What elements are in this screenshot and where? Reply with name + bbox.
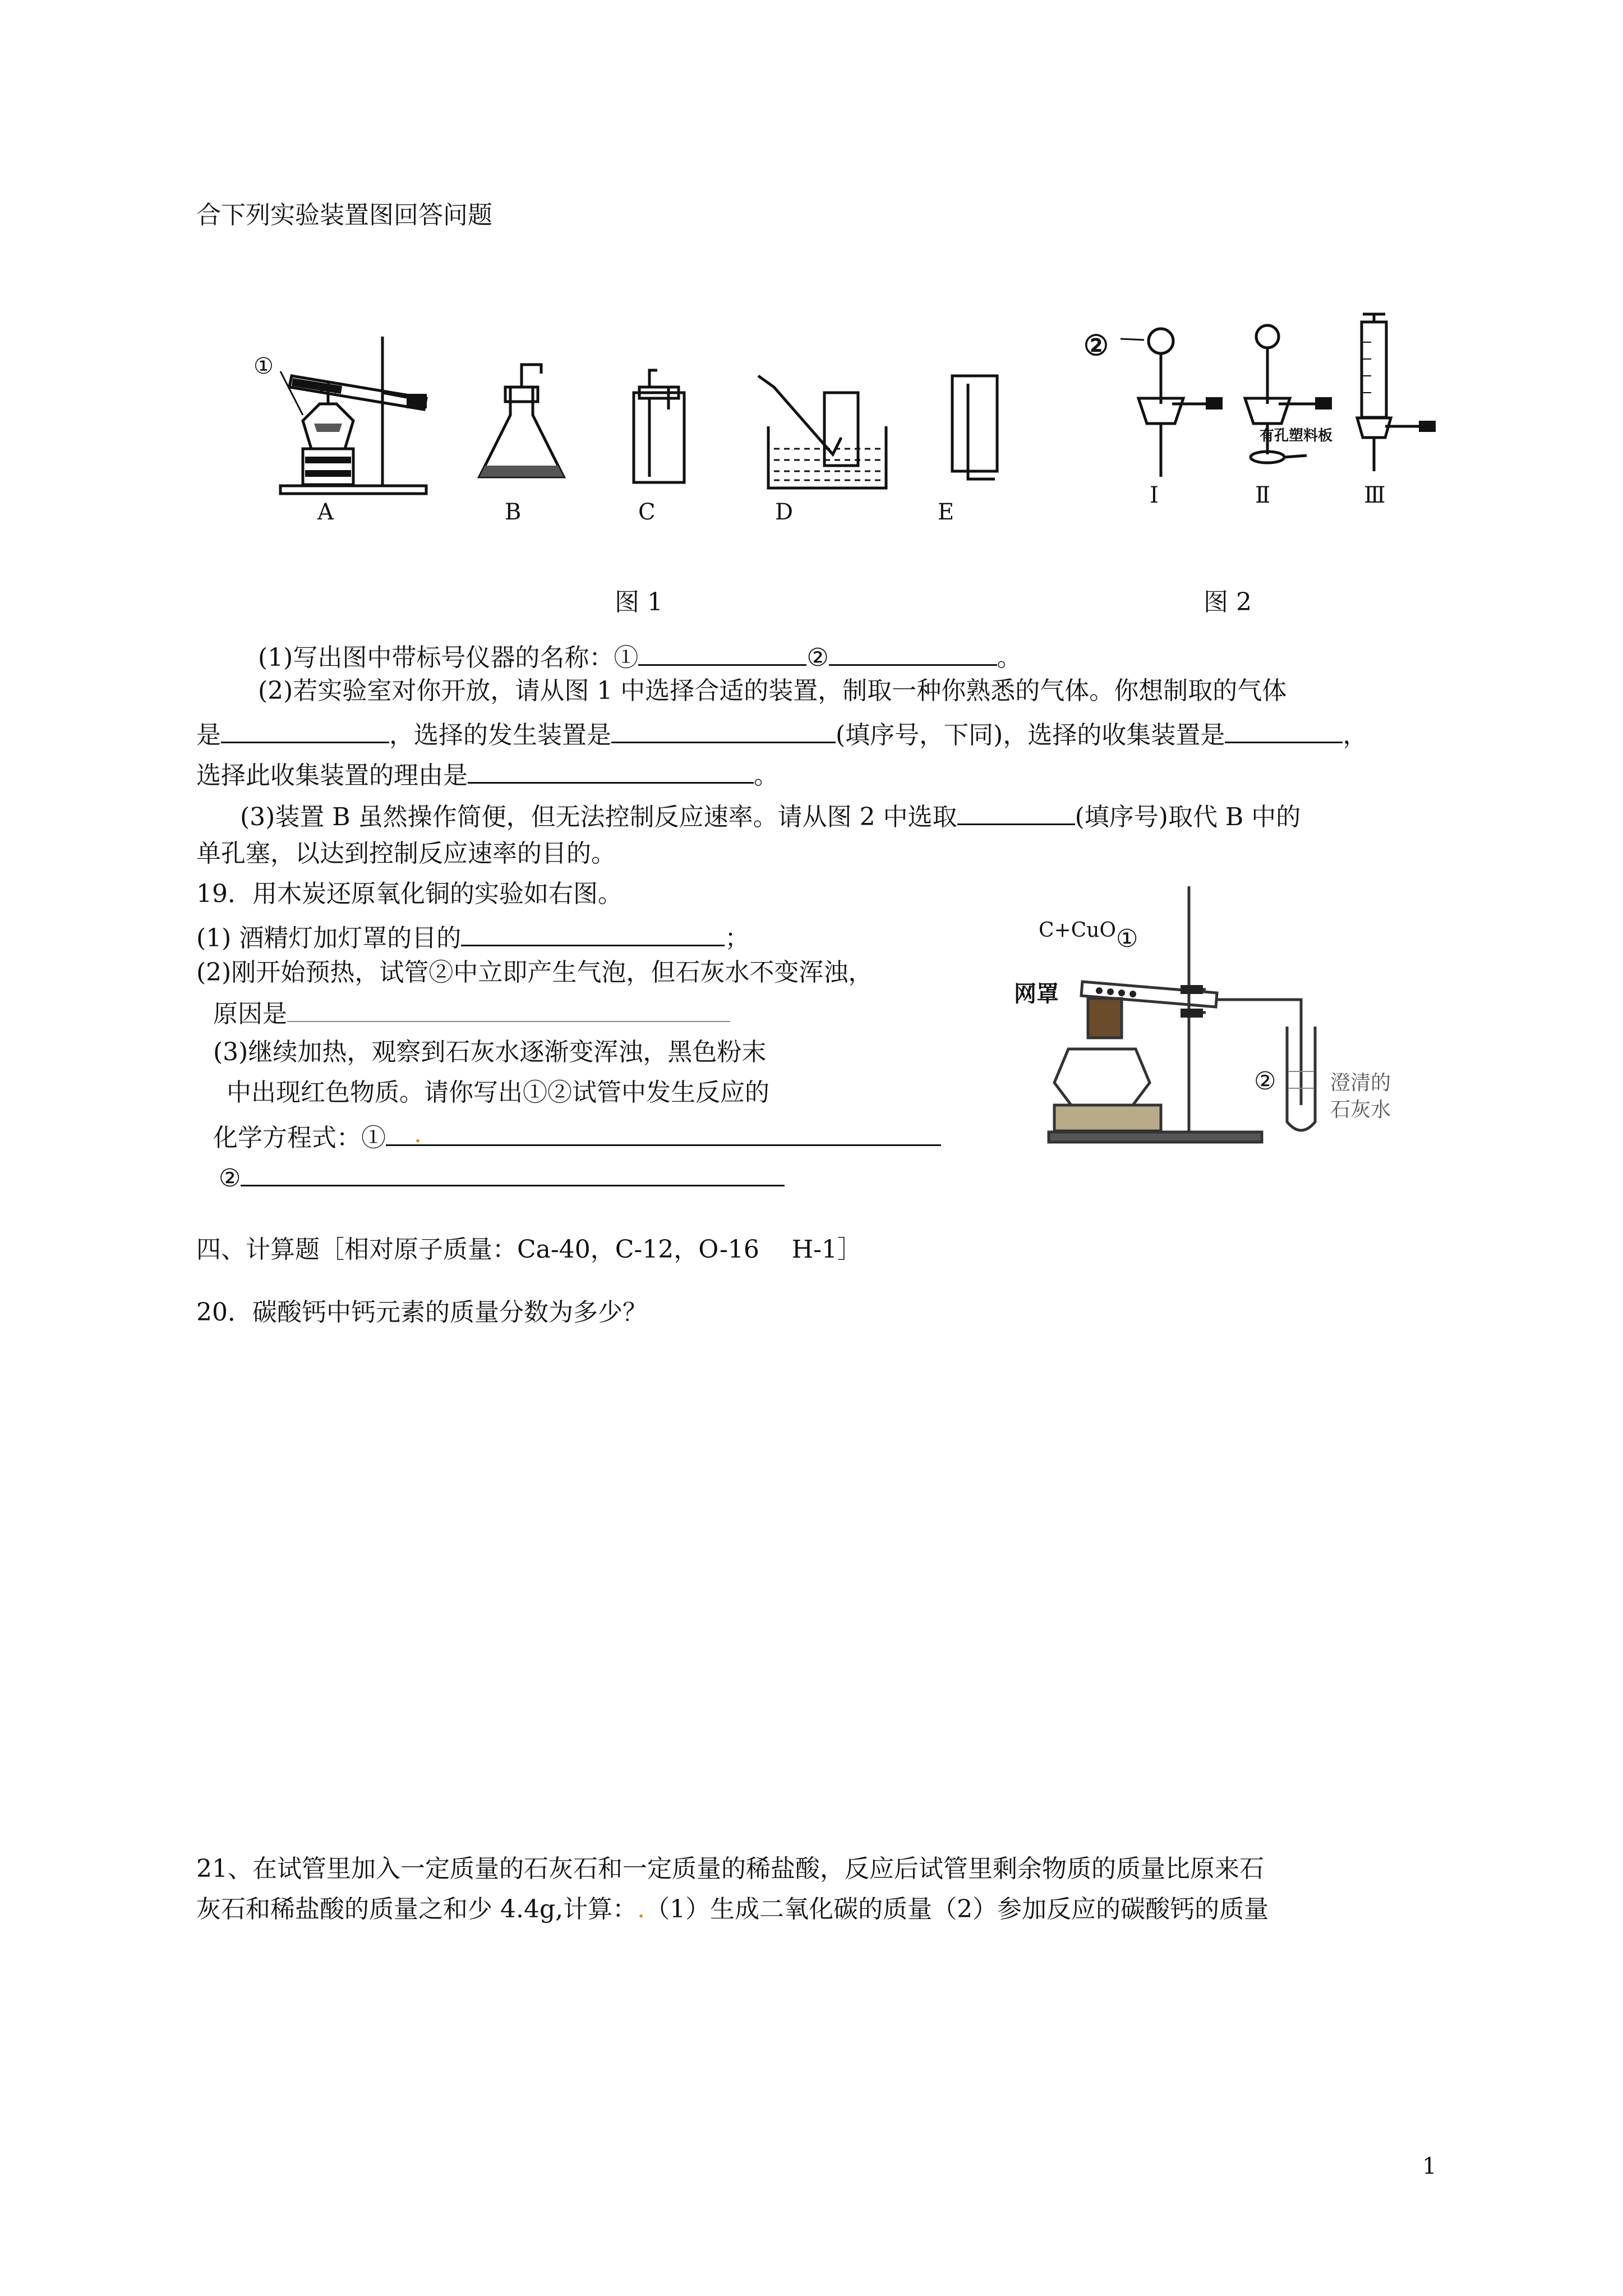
fig-gauze-label: 网罩	[1014, 981, 1059, 1007]
q18-part2-text-f: 。	[754, 761, 778, 790]
answer-blank-reason[interactable]	[468, 756, 754, 784]
q19-part3-line2: 中出现红色物质。请你写出①②试管中发生反应的	[227, 1078, 769, 1107]
q18-part3-text-b: (填序号)取代 B 中的	[1075, 803, 1301, 831]
syringe-apparatus-iii	[1346, 309, 1458, 482]
q18-part2-line1: (2)若实验室对你开放，请从图 1 中选择合适的装置，制取一种你熟悉的气体。你想制取的气体	[258, 677, 1287, 705]
answer-blank-collector[interactable]	[1225, 716, 1343, 743]
q19-part3-line3	[213, 1119, 941, 1154]
fig-circle-1: ①	[1116, 924, 1138, 953]
q21-text-b: （1）生成二氧化碳的质量（2）参加反应的碳酸钙的质量	[645, 1895, 1269, 1924]
answer-blank-gas[interactable]	[221, 716, 389, 743]
q18-part1-marker2: ②	[806, 643, 829, 672]
marker-1: ①	[253, 353, 274, 379]
q18-part2-text-d: ，	[1343, 721, 1368, 749]
label-a: A	[317, 499, 334, 525]
fig-reactants-label: C+CuO	[1039, 919, 1116, 942]
answer-blank-instrument-1[interactable]	[638, 638, 806, 666]
q21-line2	[196, 1894, 1269, 1925]
figure-1-caption: 图 1	[615, 588, 663, 616]
q18-part3-line2: 单孔塞，以达到控制反应速率的目的。	[196, 839, 616, 868]
answer-blank-cause[interactable]	[287, 995, 730, 1022]
q21-orange-mark: .	[637, 1895, 645, 1924]
q18-part2-text-b: ，选择的发生装置是	[389, 721, 611, 749]
q18-part2-line3	[196, 756, 778, 792]
label-i: Ⅰ	[1150, 482, 1159, 508]
q21-text-a: 灰石和稀盐酸的质量之和少 4.4g,计算：	[196, 1895, 638, 1924]
page-number: 1	[1422, 2154, 1437, 2179]
answer-blank-equation-2[interactable]	[241, 1159, 785, 1186]
label-e: E	[938, 499, 955, 525]
q19-part2-line2	[213, 995, 730, 1030]
q18-part1-end: 。	[997, 643, 1022, 672]
answer-blank-lamp-cover[interactable]	[461, 919, 725, 946]
orange-mark: .	[414, 1120, 422, 1148]
answer-blank-equation-1[interactable]	[386, 1119, 941, 1146]
funnel-apparatus-i	[1122, 325, 1234, 482]
section-4-heading: 四、计算题［相对原子质量：Ca-40，C-12，O-16 H-1］	[196, 1235, 863, 1264]
label-d: D	[775, 499, 794, 525]
q18-part2-line2	[196, 716, 1367, 751]
q21-line1: 21、在试管里加入一定质量的石灰石和一定质量的稀盐酸，反应后试管里剩余物质的质量比原来石	[196, 1855, 1264, 1883]
q18-part3-text-a: (3)装置 B 虽然操作简便，但无法控制反应速率。请从图 2 中选取	[240, 803, 957, 831]
answer-blank-generator[interactable]	[611, 716, 836, 743]
label-ii: Ⅱ	[1255, 482, 1271, 508]
apparatus-a	[258, 331, 449, 499]
apparatus-c	[623, 370, 695, 494]
fig-limewater-line1: 澄清的	[1330, 1071, 1391, 1094]
q18-part3-line1	[240, 798, 1301, 833]
q20-text: 20．碳酸钙中钙元素的质量分数为多少？	[196, 1298, 647, 1327]
answer-blank-replacement[interactable]	[957, 798, 1075, 825]
apparatus-e	[947, 370, 1008, 494]
q19-part1-end: ；	[725, 924, 750, 953]
q18-part2-text-e: 选择此收集装置的理由是	[196, 761, 468, 790]
q19-part1	[196, 919, 749, 954]
fig-circle-2: ②	[1254, 1067, 1276, 1096]
figure-2-caption: 图 2	[1204, 588, 1252, 616]
q19-part2-text: 原因是	[213, 1000, 287, 1028]
q18-part1	[258, 638, 1022, 674]
board-label: 有孔塑料板	[1260, 427, 1333, 444]
q19-part1-text: (1) 酒精灯加灯罩的目的	[196, 924, 462, 953]
funnel-apparatus-ii	[1234, 314, 1357, 482]
q18-part2-text-c: (填序号，下同)，选择的收集装置是	[836, 721, 1225, 749]
answer-blank-instrument-2[interactable]	[829, 638, 997, 666]
apparatus-b	[474, 353, 569, 488]
fig-limewater-line2: 石灰水	[1330, 1098, 1391, 1121]
label-b: B	[505, 499, 522, 525]
q19-part3-marker2: ②	[219, 1164, 241, 1193]
apparatus-d	[763, 376, 892, 494]
marker-2: ②	[1083, 329, 1109, 362]
q18-part2-text-a: 是	[196, 721, 221, 749]
q19-part2-line1: (2)刚开始预热，试管②中立即产生气泡，但石灰水不变浑浊，	[196, 958, 873, 987]
q19-part3-line1: (3)继续加热，观察到石灰水逐渐变浑浊，黑色粉末	[213, 1038, 767, 1066]
intro-text: 合下列实验装置图回答问题	[196, 201, 492, 229]
q18-part1-text: (1)写出图中带标号仪器的名称：①	[258, 643, 639, 672]
q19-part3-line4	[219, 1159, 785, 1194]
label-c: C	[638, 499, 656, 525]
label-iii: Ⅲ	[1364, 482, 1386, 508]
q19-part3-text: 化学方程式：①	[213, 1124, 386, 1152]
q19-title: 19．用木炭还原氧化铜的实验如右图。	[196, 880, 623, 908]
